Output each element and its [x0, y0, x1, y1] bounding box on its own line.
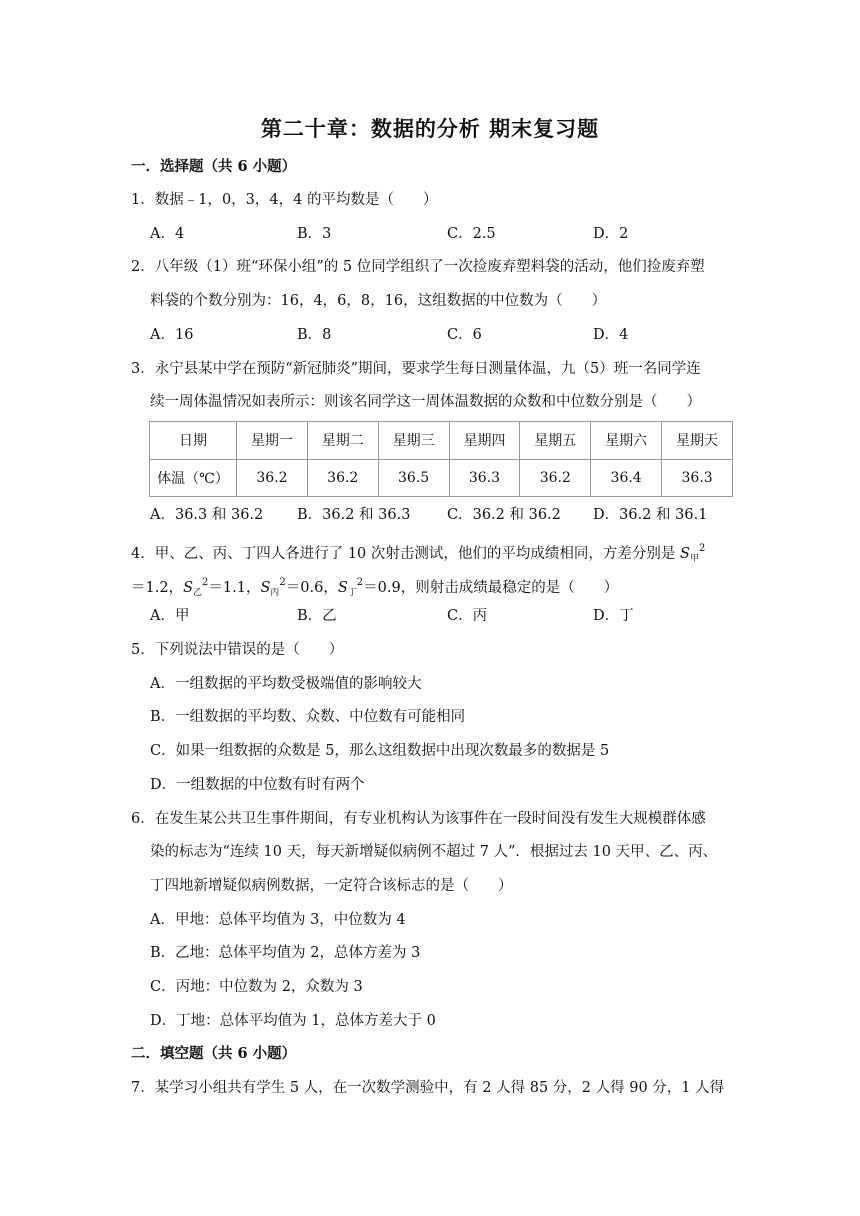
question-2-line-1: 2．八年级（1）班“环保小组”的 5 位同学组织了一次捡废弃塑料袋的活动，他们捡废弃塑 [131, 259, 705, 275]
q3-option-d: D．36.2 和 36.1 [593, 507, 708, 523]
question-6-line-1: 6．在发生某公共卫生事件期间，有专业机构认为该事件在一段时间没有发生大规模群体感 [131, 811, 706, 827]
table-cell: 星期天 [662, 422, 733, 460]
question-3-line-2: 续一周体温情况如表所示：则该名同学这一周体温数据的众数和中位数分别是（ ） [150, 394, 701, 410]
question-4-line-2: ＝1.2，$S_乙^2=1.1$，$S_丙^2=0.6$，$S_丁^2=0.9$，则射击成绩最稳定的是（ ） [131, 577, 619, 598]
q3-option-b: B．36.2 和 36.3 [297, 507, 411, 523]
section-heading-fill-in: 二．填空题（共 6 小题） [131, 1045, 297, 1062]
table-cell: 星期六 [591, 422, 662, 460]
q6-option-a: A．甲地：总体平均值为 3，中位数为 4 [150, 912, 406, 928]
question-2-line-2: 料袋的个数分别为：16，4，6，8，16，这组数据的中位数为（ ） [150, 293, 607, 309]
page-title: 第二十章：数据的分析 期末复习题 [260, 116, 600, 141]
section-heading-choice: 一．选择题（共 6 小题） [131, 158, 297, 175]
q2-option-a: A．16 [150, 327, 194, 343]
table-cell: 星期二 [307, 422, 378, 460]
table-cell: 36.2 [520, 459, 591, 497]
q2-option-b: B．8 [297, 327, 332, 343]
question-6-line-3: 丁四地新增疑似病例数据，一定符合该标志的是（ ） [150, 878, 513, 894]
table-cell: 36.3 [449, 459, 520, 497]
question-3-line-1: 3．永宁县某中学在预防“新冠肺炎”期间，要求学生每日测量体温，九（5）班一名同学连 [131, 361, 701, 377]
question-5: 5．下列说法中错误的是（ ） [131, 642, 344, 658]
q3-option-a: A．36.3 和 36.2 [150, 507, 264, 523]
q3-option-c: C．36.2 和 36.2 [447, 507, 561, 523]
table-cell: 36.2 [307, 459, 378, 497]
q2-option-d: D．4 [593, 327, 629, 343]
table-cell: 体温（℃） [150, 459, 237, 497]
q5-option-a: A．一组数据的平均数受极端值的影响较大 [150, 676, 422, 692]
q6-option-b: B．乙地：总体平均值为 2，总体方差为 3 [150, 945, 421, 961]
q4-option-d: D．丁 [593, 608, 634, 624]
temperature-table [149, 421, 733, 497]
q4-option-c: C．丙 [447, 608, 488, 624]
q6-option-d: D．丁地：总体平均值为 1，总体方差大于 0 [150, 1013, 436, 1029]
q6-option-c: C．丙地：中位数为 2，众数为 3 [150, 979, 363, 995]
table-row [150, 422, 733, 460]
q1-option-b: B．3 [297, 226, 332, 242]
q4-option-b: B．乙 [297, 608, 337, 624]
table-cell: 星期三 [378, 422, 449, 460]
table-cell: 星期四 [449, 422, 520, 460]
table-cell: 36.5 [378, 459, 449, 497]
table-cell: 36.3 [662, 459, 733, 497]
table-cell: 日期 [150, 422, 237, 460]
q1-option-a: A．4 [150, 226, 185, 242]
q4-option-a: A．甲 [150, 608, 190, 624]
question-7-line-1: 7．某学习小组共有学生 5 人，在一次数学测验中，有 2 人得 85 分，2 人得 90 分，1 人得 [131, 1080, 725, 1096]
q5-option-c: C．如果一组数据的众数是 5，那么这组数据中出现次数最多的数据是 5 [150, 743, 610, 759]
q5-option-d: D．一组数据的中位数有时有两个 [150, 777, 365, 793]
question-1: 1．数据﹣1，0，3，4，4 的平均数是（ ） [131, 192, 438, 208]
table-cell: 星期一 [237, 422, 308, 460]
q1-option-c: C．2.5 [447, 226, 496, 242]
table-cell: 36.2 [237, 459, 308, 497]
q2-option-c: C．6 [447, 327, 482, 343]
table-cell: 星期五 [520, 422, 591, 460]
question-4-line-1: 4．甲、乙、丙、丁四人各进行了 10 次射击测试，他们的平均成绩相同，方差分别是 $S_甲^2$ [131, 543, 706, 564]
table-cell: 36.4 [591, 459, 662, 497]
q5-option-b: B．一组数据的平均数、众数、中位数有可能相同 [150, 709, 466, 725]
question-6-line-2: 染的标志为“连续 10 天，每天新增疑似病例不超过 7 人”．根据过去 10 天甲、乙、丙、 [150, 844, 718, 860]
q1-option-d: D．2 [593, 226, 629, 242]
table-row [150, 459, 733, 497]
